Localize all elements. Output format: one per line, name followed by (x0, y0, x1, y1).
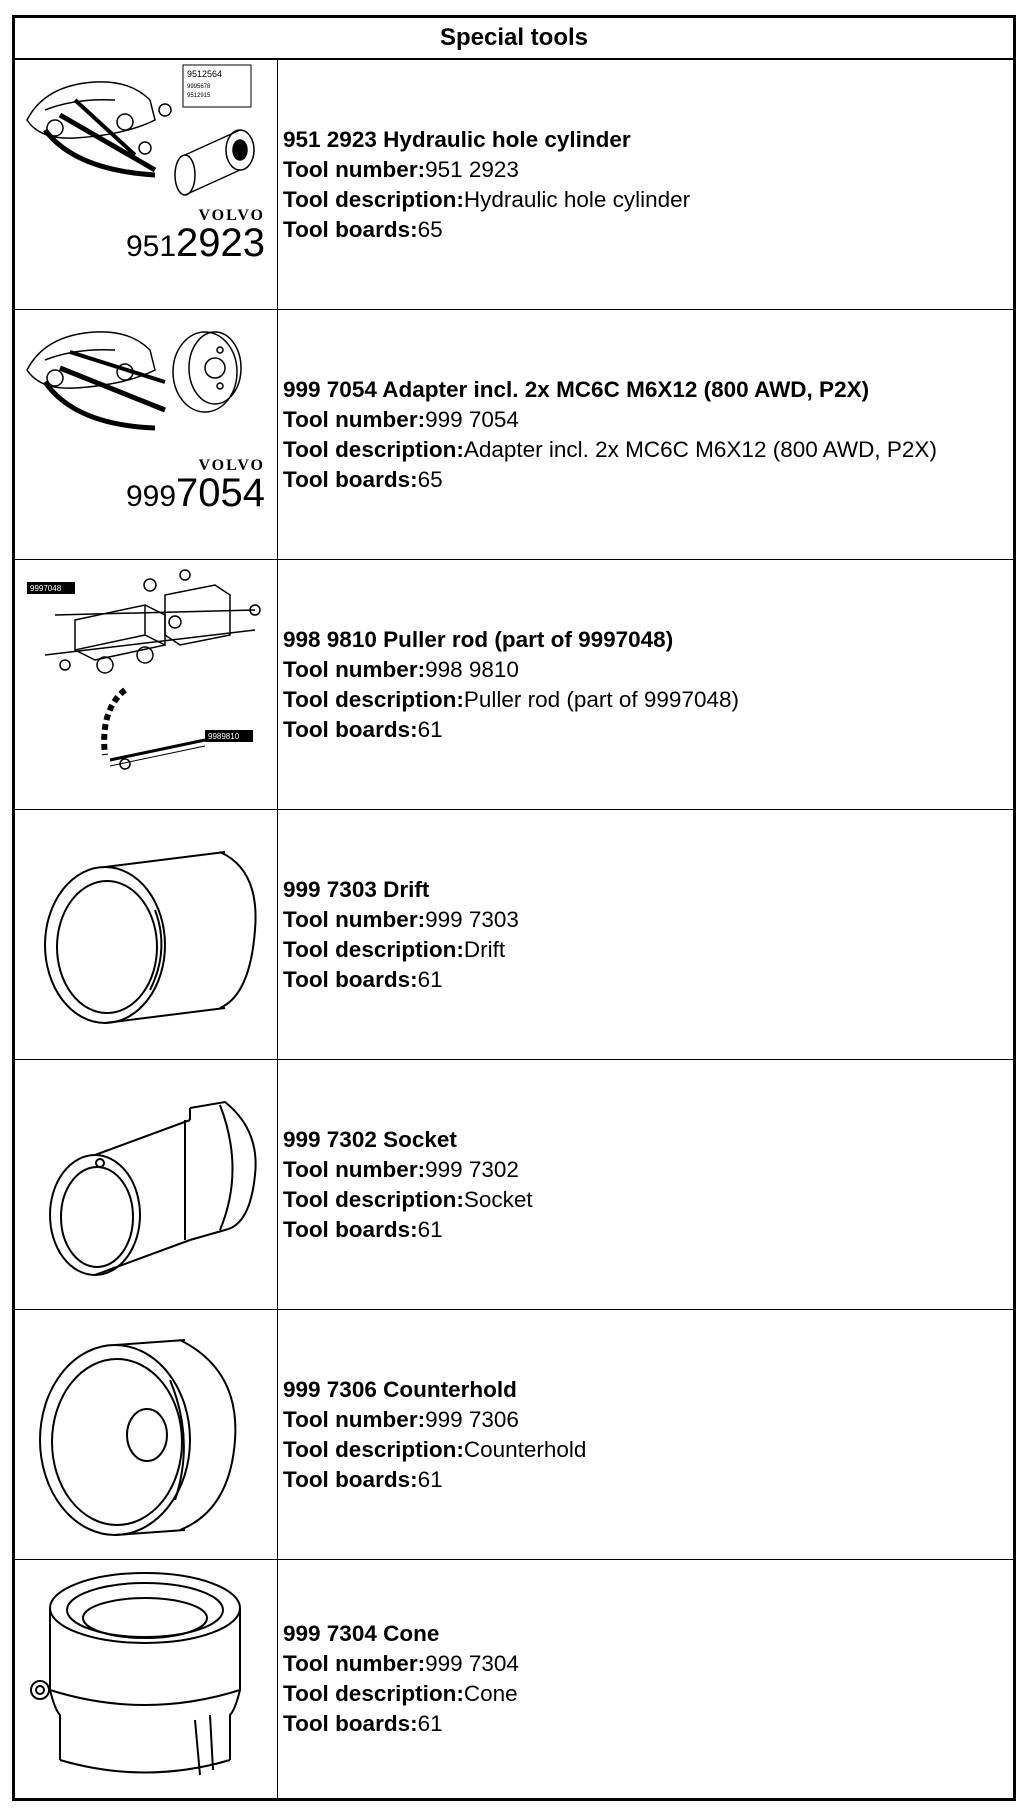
image-tag: 9989810 (208, 732, 240, 741)
image-tag: 9997048 (30, 584, 62, 593)
tool-description-label: Tool description: (283, 936, 464, 962)
tool-title: 999 7054 Adapter incl. 2x MC6C M6X12 (800 AWD, P2X) (283, 376, 870, 402)
tool-description-label: Tool description: (283, 436, 464, 462)
table-title: Special tools (439, 24, 589, 51)
hydraulic-cylinder-icon (15, 60, 278, 309)
tool-image-cell (15, 1310, 278, 1559)
tool-image-cell (15, 1060, 278, 1309)
tool-boards-value: 61 (417, 966, 443, 992)
adapter-icon (15, 310, 278, 559)
tool-info (278, 810, 1013, 1059)
tool-boards-label: Tool boards: (283, 1216, 418, 1242)
tool-number-label: Tool number: (283, 1156, 426, 1182)
tool-description-label: Tool description: (283, 686, 464, 712)
table-header (15, 18, 1013, 60)
tool-title: 951 2923 Hydraulic hole cylinder (283, 126, 631, 152)
tool-row (15, 810, 1013, 1060)
special-tools-table (12, 15, 1016, 1801)
tool-title: 999 7304 Cone (283, 1621, 440, 1646)
tool-boards-value: 61 (417, 1711, 443, 1736)
tool-number-value: 998 9810 (425, 656, 519, 682)
tool-boards-value: 61 (417, 716, 443, 742)
image-tool-number: 9512923 (125, 221, 265, 265)
tool-boards-label: Tool boards: (283, 716, 418, 742)
tool-description-label: Tool description: (283, 1436, 464, 1462)
tool-info (278, 560, 1013, 809)
tool-image-cell (15, 810, 278, 1059)
tool-row (15, 310, 1013, 560)
tool-description-value: Drift (463, 936, 506, 962)
tool-boards-value: 61 (417, 1466, 443, 1492)
tool-boards-value: 65 (417, 216, 443, 242)
tool-description-value: Socket (463, 1186, 533, 1212)
tool-description-value: Cone (463, 1681, 518, 1706)
tool-description-value: Puller rod (part of 9997048) (463, 686, 739, 712)
tool-row (15, 1560, 1013, 1798)
tool-image-cell (15, 310, 278, 559)
tool-info (278, 60, 1013, 309)
tool-boards-label: Tool boards: (283, 216, 418, 242)
image-tag: 9512564 (187, 69, 223, 79)
cone-icon (15, 1560, 278, 1798)
image-tag: 9995678 (187, 84, 211, 90)
tool-boards-value: 65 (417, 466, 443, 492)
tool-title: 999 7303 Drift (283, 876, 430, 902)
counterhold-icon (15, 1310, 278, 1559)
tool-title: 999 7306 Counterhold (283, 1376, 517, 1402)
tool-title: 998 9810 Puller rod (part of 9997048) (283, 626, 674, 652)
tool-description-label: Tool description: (283, 1681, 464, 1706)
image-tool-number: 9997054 (125, 471, 265, 515)
volvo-logo-text: VOLVO (198, 207, 265, 224)
tool-info (278, 1060, 1013, 1309)
tool-number-label: Tool number: (283, 1406, 426, 1432)
tool-description-value: Hydraulic hole cylinder (463, 186, 691, 212)
tool-number-value: 999 7302 (425, 1156, 519, 1182)
tool-number-value: 999 7304 (425, 1651, 519, 1676)
tool-description-value: Adapter incl. 2x MC6C M6X12 (800 AWD, P2X) (463, 436, 937, 462)
tool-boards-label: Tool boards: (283, 1466, 418, 1492)
tool-info (278, 310, 1013, 559)
tool-boards-label: Tool boards: (283, 1711, 418, 1736)
tool-row (15, 560, 1013, 810)
tool-number-label: Tool number: (283, 1651, 426, 1676)
drift-icon (15, 810, 278, 1059)
tool-boards-label: Tool boards: (283, 966, 418, 992)
tool-number-label: Tool number: (283, 406, 426, 432)
tool-number-label: Tool number: (283, 906, 426, 932)
socket-icon (15, 1060, 278, 1309)
tool-row (15, 1310, 1013, 1560)
tool-number-label: Tool number: (283, 656, 426, 682)
tool-info (278, 1310, 1013, 1559)
tool-row (15, 60, 1013, 310)
tool-number-label: Tool number: (283, 156, 426, 182)
tool-number-value: 999 7303 (425, 906, 519, 932)
tool-description-value: Counterhold (463, 1436, 587, 1462)
tool-boards-value: 61 (417, 1216, 443, 1242)
tool-image-cell (15, 1560, 278, 1798)
tool-number-value: 999 7306 (425, 1406, 519, 1432)
puller-rod-icon (15, 560, 278, 809)
tool-number-value: 999 7054 (425, 406, 519, 432)
volvo-logo-text: VOLVO (198, 457, 265, 474)
tool-row (15, 1060, 1013, 1310)
tool-title: 999 7302 Socket (283, 1126, 457, 1152)
tool-image-cell (15, 60, 278, 309)
tool-image-cell (15, 560, 278, 809)
tool-info (278, 1560, 1013, 1798)
tool-description-label: Tool description: (283, 1186, 464, 1212)
image-tag: 9512915 (187, 93, 211, 99)
tool-number-value: 951 2923 (425, 156, 519, 182)
tool-description-label: Tool description: (283, 186, 464, 212)
tool-boards-label: Tool boards: (283, 466, 418, 492)
